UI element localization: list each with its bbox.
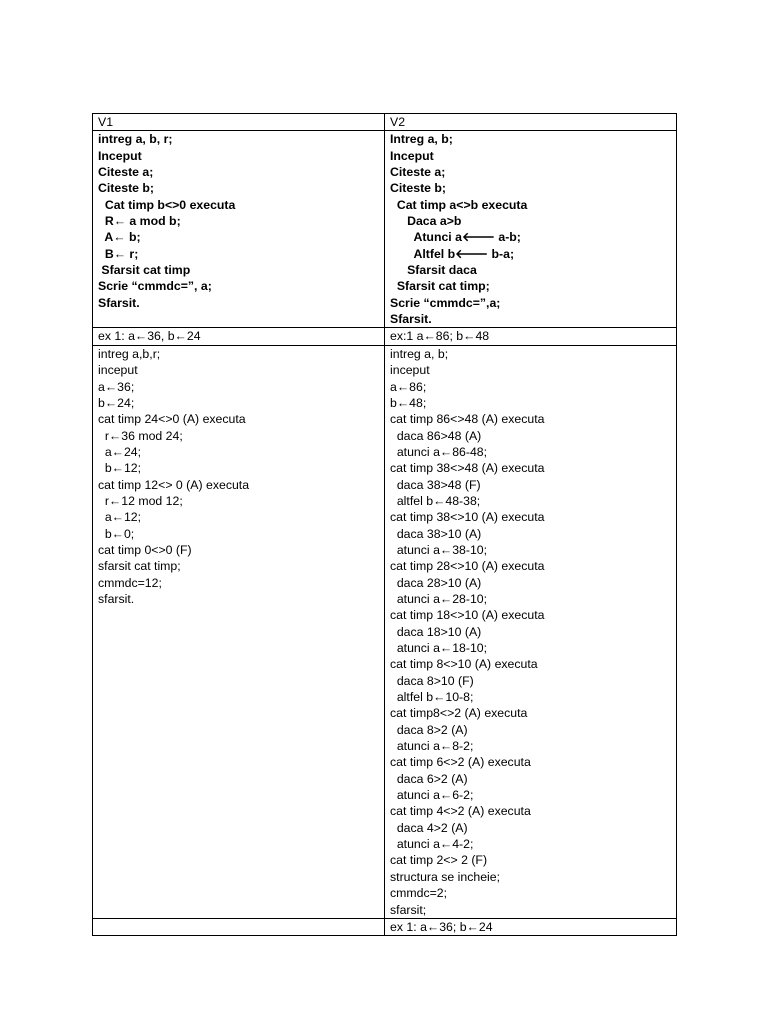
code-line: atunci a←18-10;: [390, 641, 488, 655]
code-line: cat timp 12<> 0 (A) executa: [98, 477, 250, 492]
v2-example-title: ex:1 a←86; b←48: [385, 328, 677, 345]
code-line: B← r;: [98, 246, 139, 261]
code-line: atunci a←4-2;: [390, 837, 474, 852]
code-line: intreg a, b, r;: [98, 132, 173, 147]
code-line: Scrie “cmmdc=”,a;: [390, 295, 501, 310]
code-line: Sfarsit cat timp: [98, 263, 191, 278]
v1-final-cell: [93, 918, 385, 935]
v1-example-title: ex 1: a←36, b←24: [93, 328, 385, 345]
code-line: atunci a←28-10;: [390, 591, 488, 606]
v1-trace: [93, 345, 385, 918]
code-line: Atunci a🡐 a-b;: [390, 230, 521, 245]
final-row: [93, 918, 677, 935]
code-line: cat timp 18<>10 (A) executa: [390, 608, 545, 623]
code-line: Sfarsit daca: [390, 263, 477, 278]
code-line: altfel b←48-38;: [390, 493, 481, 508]
code-line: Daca a>b: [390, 214, 462, 229]
code-line: cat timp 24<>0 (A) executa: [98, 412, 246, 427]
code-line: structura se incheie;: [390, 869, 501, 884]
code-line: Sfarsit.: [98, 295, 140, 310]
code-line: cat timp 86<>48 (A) executa: [390, 412, 545, 427]
code-line: Altfel b🡐 b-a;: [390, 246, 515, 261]
code-line: cat timp 8<>10 (A) executa: [390, 657, 538, 672]
code-line: sfarsit.: [98, 591, 135, 606]
code-line: inceput: [390, 363, 430, 378]
v1-pseudocode: [93, 131, 385, 328]
code-line: intreg a,b,r;: [98, 346, 161, 361]
code-line: b←24;: [98, 395, 135, 410]
code-line: cat timp 38<>10 (A) executa: [390, 510, 545, 525]
code-line: Cat timp a<>b executa: [390, 197, 528, 212]
code-line: daca 6>2 (A): [390, 771, 468, 786]
code-line: b←0;: [98, 526, 135, 541]
code-line: r←36 mod 24;: [98, 428, 183, 443]
code-line: a←12;: [98, 510, 142, 525]
code-line: cmmdc=2;: [390, 886, 448, 901]
code-line: atunci a←86-48;: [390, 444, 488, 459]
trace-row: [93, 345, 677, 918]
code-line: atunci a←8-2;: [390, 739, 474, 754]
code-line: sfarsit cat timp;: [98, 559, 181, 574]
code-line: cat timp 6<>2 (A) executa: [390, 755, 531, 770]
code-line: cat timp8<>2 (A) executa: [390, 706, 528, 721]
code-line: daca 8>10 (F): [390, 673, 474, 688]
code-line: Citeste b;: [390, 181, 447, 196]
pseudocode-row: [93, 131, 677, 328]
code-line: daca 8>2 (A): [390, 722, 468, 737]
code-line: daca 18>10 (A): [390, 624, 482, 639]
code-line: Intreg a, b;: [390, 132, 453, 147]
code-line: R← a mod b;: [98, 214, 181, 229]
code-line: Sfarsit.: [390, 312, 432, 327]
code-line: cat timp 28<>10 (A) executa: [390, 559, 545, 574]
code-line: a←86;: [390, 379, 427, 394]
code-line: daca 38>48 (F): [390, 477, 481, 492]
code-line: intreg a, b;: [390, 346, 449, 361]
code-line: A← b;: [98, 230, 141, 245]
code-line: Inceput: [390, 148, 434, 163]
code-line: daca 4>2 (A): [390, 820, 468, 835]
header-v1: V1: [93, 114, 385, 131]
code-line: atunci a←38-10;: [390, 542, 488, 557]
code-line: daca 28>10 (A): [390, 575, 482, 590]
code-line: inceput: [98, 363, 138, 378]
code-line: Citeste b;: [98, 181, 155, 196]
code-line: cat timp 2<> 2 (F): [390, 853, 488, 868]
code-line: b←12;: [98, 461, 142, 476]
example-header-row: [93, 328, 677, 345]
code-line: Sfarsit cat timp;: [390, 279, 490, 294]
code-line: Inceput: [98, 148, 142, 163]
code-line: cat timp 38<>48 (A) executa: [390, 461, 545, 476]
code-line: a←24;: [98, 444, 142, 459]
code-line: altfel b←10-8;: [390, 690, 474, 705]
code-line: a←36;: [98, 379, 135, 394]
code-line: Citeste a;: [98, 165, 154, 180]
code-line: Scrie “cmmdc=”, a;: [98, 279, 212, 294]
code-line: sfarsit;: [390, 902, 427, 917]
code-line: daca 38>10 (A): [390, 526, 482, 541]
v2-pseudocode: [385, 131, 677, 328]
code-line: atunci a←6-2;: [390, 788, 474, 803]
code-line: Cat timp b<>0 executa: [98, 197, 236, 212]
table-header-row: [93, 114, 677, 131]
v2-trace: [385, 345, 677, 918]
code-line: cmmdc=12;: [98, 575, 162, 590]
code-line: cat timp 4<>2 (A) executa: [390, 804, 531, 819]
code-line: r←12 mod 12;: [98, 493, 183, 508]
code-line: Citeste a;: [390, 165, 446, 180]
header-v2: V2: [385, 114, 677, 131]
algorithm-table: [92, 113, 677, 936]
v2-final-example: ex 1: a←36; b←24: [385, 918, 677, 935]
code-line: daca 86>48 (A): [390, 428, 482, 443]
code-line: b←48;: [390, 395, 427, 410]
code-line: cat timp 0<>0 (F): [98, 542, 192, 557]
